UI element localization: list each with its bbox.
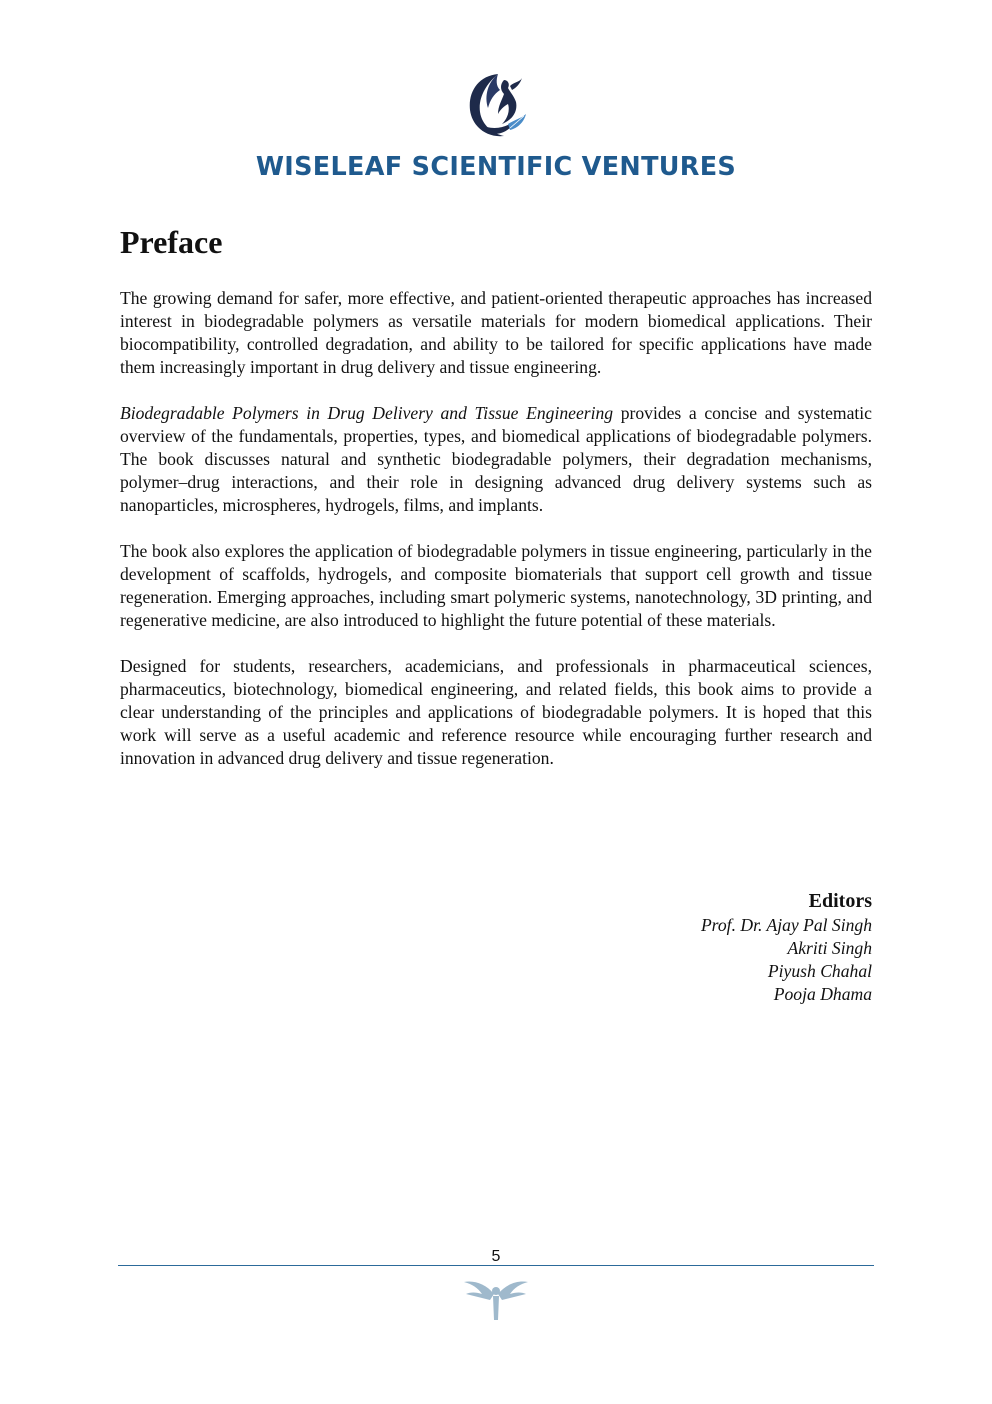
page-title: Preface	[120, 224, 223, 260]
paragraph-4: Designed for students, researchers, academicians, and professionals in pharmaceutical sciences, pharmaceutics, biotechnology, biomedical engineering, and related fields, this book aims to provide a clear understanding of the principles and applications of biodegradable polymers. It is hoped that this work will serve as a useful academic and reference resource while encouraging further research and innovation in advanced drug delivery and tissue regeneration.	[120, 656, 872, 768]
paragraph-3: The book also explores the application of biodegradable polymers in tissue engineering, particularly in the development of scaffolds, hydrogels, and composite biomaterials that support cell growth and tissue regeneration. Emerging approaches, including smart polymeric systems, nanotechnology, 3D printing, and regenerative medicine, are also introduced to highlight the future potential of these materials.	[120, 541, 872, 630]
editor-name: Piyush Chahal	[767, 961, 872, 981]
preface-body	[120, 287, 872, 793]
editors-heading: Editors	[808, 890, 872, 912]
wiseleaf-logo-icon	[464, 70, 528, 142]
footer-divider	[118, 1265, 874, 1266]
paragraph-1: The growing demand for safer, more effective, and patient-oriented therapeutic approaches has increased interest in biodegradable polymers as versatile materials for modern biomedical applications. Their biocompatibility, controlled degradation, and ability to be tailored for specific applications have made them increasingly important in drug delivery and tissue engineering.	[120, 288, 872, 377]
editors-block	[701, 888, 872, 1006]
page-number: 5	[491, 1248, 501, 1265]
editor-name: Prof. Dr. Ajay Pal Singh	[700, 915, 872, 935]
editor-name: Akriti Singh	[787, 938, 872, 958]
publisher-name: WISELEAF SCIENTIFIC VENTURES	[255, 152, 737, 182]
paragraph-2: Biodegradable Polymers in Drug Delivery and Tissue Engineering provides a concise and systematic overview of the fundamentals, properties, types, and biomedical applications of biodegradable polymers. The book discusses natural and synthetic biodegradable polymers, their degradation mechanisms, polymer–drug interactions, and their role in designing advanced drug delivery systems such as nanoparticles, microspheres, hydrogels, films, and implants.	[120, 403, 872, 515]
leaf-ornament-icon	[462, 1276, 530, 1322]
editor-name: Pooja Dhama	[773, 984, 872, 1004]
book-title: Biodegradable Polymers in Drug Delivery and Tissue Engineering	[120, 403, 614, 423]
